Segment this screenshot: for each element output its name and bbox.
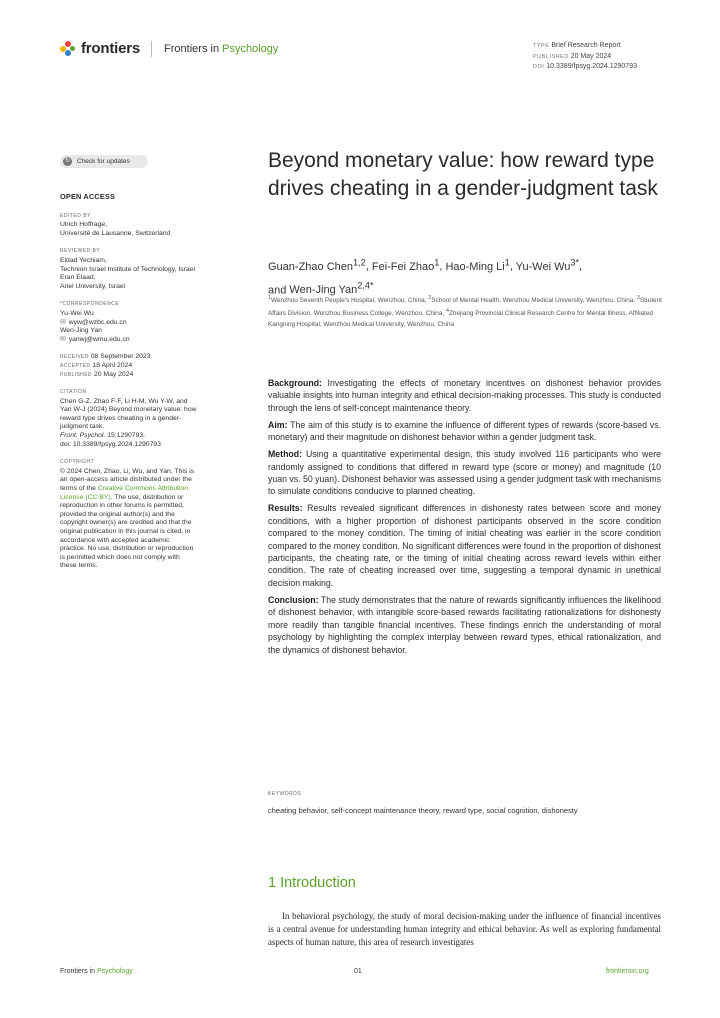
author[interactable]: Wen-Jing Yan$^{2,4*}$ [289,280,374,297]
email-icon: ✉ [60,318,66,326]
journal-name[interactable]: Frontiers in Psychology [164,42,279,55]
body-paragraph: In behavioral psychology, the study of moral decision-making under the influence of financial incentives is a central avenue for understanding human integrity and ethical behavior. As well as exploring fundamental aspects of human nature, this area of research investigates [268,911,661,948]
check-for-updates-button[interactable]: ↻ Check for updates [60,155,148,168]
email-link[interactable]: wyw@wzbc.edu.cn [68,318,127,326]
author[interactable]: Hao-Ming Li$^1$ [445,257,510,273]
article-meta: TYPE Brief Research Report PUBLISHED 20 May 2024 DOI 10.3389/fpsyg.2024.1290793 [533,42,637,70]
dates: RECEIVED 08 September 2023 ACCEPTED 18 April 2024 PUBLISHED 20 May 2024 [60,353,151,378]
keywords: cheating behavior, self-concept maintenance theory, reward type, social cognition, dishonesty [268,806,578,815]
section-heading: 1 Introduction [268,875,356,891]
abstract-background: Background: Investigating the effects of monetary incentives on dishonest behavior provides valuable insights into human integrity and ethical decision-making processes. This study is conducted through the lens of self-concept maintenance theory. [268,378,661,413]
article-sidebar [60,193,244,580]
edited-by: EDITED BY Ulrich Hoffrage, Université de Lausanne, Switzerland [60,212,171,237]
doi-link[interactable]: 10.3389/fpsyg.2024.1290793 [546,63,637,70]
author-list: Guan-Zhao Chen$^{1,2}$, Fei-Fei Zhao$^1$, Hao-Ming Li$^1$, Yu-Wei $Wu^{3*}$, and Wen-Jing Yan$^{2,4*}$ [268,257,583,297]
article-type: Brief Research Report [551,42,621,49]
abstract [268,377,661,661]
page-number: 01 [354,968,362,975]
author[interactable]: Yu-Wei $Wu^{3*}$ [515,257,580,273]
author[interactable]: Guan-Zhao Chen$^{1,2}$ [268,257,366,273]
brand-name: frontiers [81,40,141,57]
correspondence: *CORRESPONDENCE Yu-Wei Wu ✉ wyw@wzbc.edu.cn Wen-Jing Yan ✉ yanwj@wmu.edu.cn [60,301,130,343]
abstract-results: Results: Results revealed significant differences in dishonesty rates between score and money conditions, with a higher proportion of dishonest participants observed in the score condition compared to the money condition. The timing of initial cheating was earlier in the score condition compared to the money condition. No significant differences were found in the proportion of dishonest participants, the cheating rate, or the timing of initial cheating across reward levels within either condition. The rate of cheating increased over time, suggesting a temporal dynamic in unethical decision making. [268,503,661,588]
license-link[interactable]: Creative Commons Attribution [97,485,189,493]
header-divider [151,41,152,57]
abstract-method: Method: Using a quantitative experimental design, this study involved 116 participants who were randomly assigned to conditions that differed in reward type (score or money) and magnitude (10 yuan vs. 50 yuan). Dishonest behavior was assessed using a gender judgment task with mechanisms to simulate conditions conducive to planned cheating. [268,449,661,497]
refresh-icon: ↻ [64,158,71,164]
citation: CITATION Chen G-Z, Zhao F-F, Li H-M, Wu Y-W, and Yan W-J (2024) Beyond monetary value: how reward type drives cheating in a gender- judgment task. Front. Psychol. 15:1290793. doi: 10.3389/fpsyg.2024.1290793 [60,389,197,448]
email-icon: ✉ [60,335,66,343]
footer-site-link[interactable]: frontiersin.org [606,968,649,975]
abstract-aim: Aim: The aim of this study is to examine the influence of different types of rewards (score-based vs. monetary) and their magnitude on dishonest behavior within a gender judgment task. [268,419,661,443]
copyright: COPYRIGHT © 2024 Chen, Zhao, Li, Wu, and Yan. This is an open-access article distributed under the terms of the Creative Commons Attribution License (CC BY). The use, distribution or reproduction in other forums is permitted, provided the original author(s) and the copyright owner(s) are credited and that the original publication in this journal is cited, in accordance with accepted academic practice. No use, distribution or reproduction is permitted which does not comply with these terms. [60,459,195,570]
footer-journal[interactable]: Frontiers in Psychology [60,968,133,975]
published-date: 20 May 2024 [570,52,612,60]
frontiers-logo-icon [60,41,76,57]
journal-header [60,40,278,57]
author[interactable]: Fei-Fei Zhao$^1$ [371,257,440,273]
keywords-label: KEYWORDS [268,791,302,797]
license-link[interactable]: License (CC BY) [60,493,111,501]
article-title: Beyond monetary value: how reward type drives cheating in a gender-judgment task [268,149,658,200]
abstract-conclusion: Conclusion: The study demonstrates that the nature of rewards significantly influences the likelihood of dishonest behavior, with intangible score-based rewards facilitating rationalizations for dishonesty more readily than tangible financial incentives. These findings enrich the understanding of moral psychology by highlighting the complex interplay between reward types, ethical rationalization, and the dynamics of dishonest behavior. [268,594,661,655]
reviewed-by: REVIEWED BY Eldad Yechiam, Technion Israel Institute of Technology, Israel Eran Elaad, Ariel University, Israel [60,248,196,290]
open-access-label: OPEN ACCESS [60,192,116,201]
affiliations: $^1$Wenzhou Seventh People's Hospital, Wenzhou, China, $^2$School of Mental Health, Wenzhou Medical University, Wenzhou, China, $^3$Student Affairs Division, Wenzhou Business College, Wenzhou, China, $^4$Zhejiang Provincial Clinical Research Centre for Mental Illness, Affiliated Kangning Hospital, Wenzhou Medical University, Wenzhou, China [268,295,662,328]
email-link[interactable]: yanwj@wmu.edu.cn [68,335,130,343]
